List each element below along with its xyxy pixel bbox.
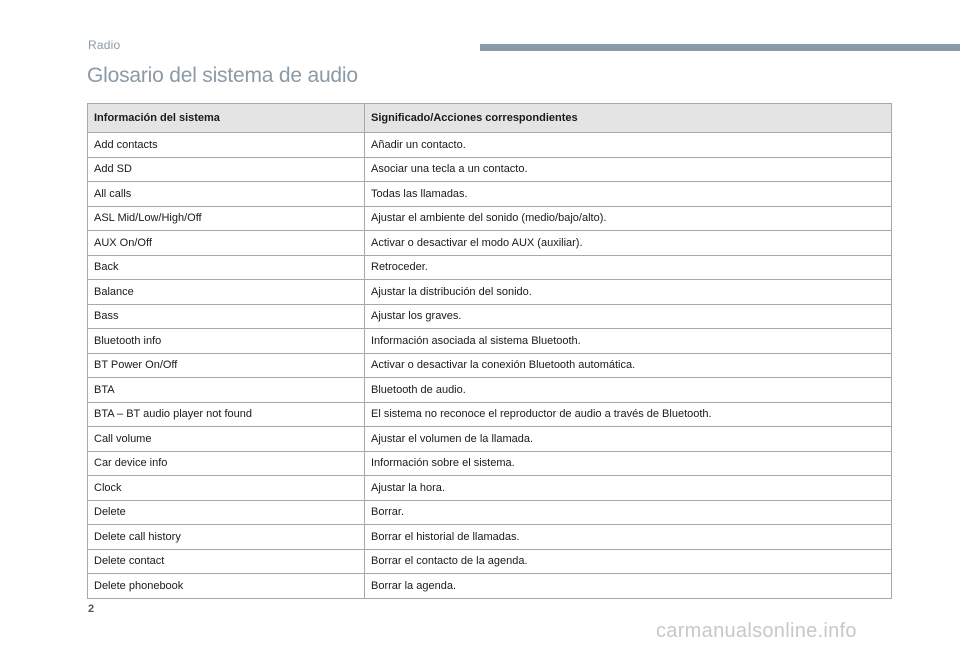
term-cell: ASL Mid/Low/High/Off: [88, 206, 365, 231]
meaning-cell: Borrar la agenda.: [365, 574, 892, 599]
table-row: [88, 525, 892, 550]
table-row: [88, 206, 892, 231]
table-row: [88, 157, 892, 182]
table-row: [88, 549, 892, 574]
column-header-meaning: Significado/Acciones correspondientes: [365, 104, 892, 133]
page-number: 2: [88, 603, 95, 615]
term-cell: Delete contact: [88, 549, 365, 574]
meaning-cell: Información asociada al sistema Bluetooth.: [365, 329, 892, 354]
term-cell: Call volume: [88, 427, 365, 452]
meaning-cell: Borrar.: [365, 500, 892, 525]
term-cell: Car device info: [88, 451, 365, 476]
table-row: [88, 378, 892, 403]
glossary-table-body: [88, 133, 892, 599]
term-cell: Balance: [88, 280, 365, 305]
meaning-cell: Retroceder.: [365, 255, 892, 280]
meaning-cell: Ajustar la hora.: [365, 476, 892, 501]
column-header-system-info: Información del sistema: [88, 104, 365, 133]
term-cell: Add contacts: [88, 133, 365, 158]
meaning-cell: Borrar el contacto de la agenda.: [365, 549, 892, 574]
table-row: [88, 402, 892, 427]
meaning-cell: Añadir un contacto.: [365, 133, 892, 158]
meaning-cell: Ajustar el ambiente del sonido (medio/bajo/alto).: [365, 206, 892, 231]
table-row: [88, 329, 892, 354]
term-cell: All calls: [88, 182, 365, 207]
meaning-cell: Activar o desactivar la conexión Bluetooth automática.: [365, 353, 892, 378]
term-cell: BT Power On/Off: [88, 353, 365, 378]
table-row: [88, 182, 892, 207]
table-row: [88, 353, 892, 378]
header-bar: [480, 44, 960, 51]
meaning-cell: Bluetooth de audio.: [365, 378, 892, 403]
meaning-cell: Asociar una tecla a un contacto.: [365, 157, 892, 182]
term-cell: Bass: [88, 304, 365, 329]
meaning-cell: Activar o desactivar el modo AUX (auxiliar).: [365, 231, 892, 256]
table-row: [88, 427, 892, 452]
meaning-cell: Ajustar el volumen de la llamada.: [365, 427, 892, 452]
table-row: [88, 500, 892, 525]
term-cell: Clock: [88, 476, 365, 501]
table-row: [88, 280, 892, 305]
term-cell: Delete phonebook: [88, 574, 365, 599]
table-row: [88, 231, 892, 256]
glossary-table: [87, 103, 892, 599]
meaning-cell: Información sobre el sistema.: [365, 451, 892, 476]
term-cell: AUX On/Off: [88, 231, 365, 256]
page-title: Glosario del sistema de audio: [87, 64, 358, 87]
meaning-cell: Ajustar los graves.: [365, 304, 892, 329]
meaning-cell: El sistema no reconoce el reproductor de audio a través de Bluetooth.: [365, 402, 892, 427]
table-row: [88, 133, 892, 158]
section-label: Radio: [88, 38, 121, 52]
table-row: [88, 255, 892, 280]
table-row: [88, 574, 892, 599]
table-row: [88, 304, 892, 329]
term-cell: Delete call history: [88, 525, 365, 550]
table-row: [88, 476, 892, 501]
watermark: carmanualsonline.info: [656, 620, 857, 642]
meaning-cell: Borrar el historial de llamadas.: [365, 525, 892, 550]
term-cell: Add SD: [88, 157, 365, 182]
table-row: [88, 451, 892, 476]
term-cell: BTA – BT audio player not found: [88, 402, 365, 427]
term-cell: BTA: [88, 378, 365, 403]
meaning-cell: Todas las llamadas.: [365, 182, 892, 207]
term-cell: Delete: [88, 500, 365, 525]
table-header-row: [88, 104, 892, 133]
meaning-cell: Ajustar la distribución del sonido.: [365, 280, 892, 305]
term-cell: Back: [88, 255, 365, 280]
term-cell: Bluetooth info: [88, 329, 365, 354]
